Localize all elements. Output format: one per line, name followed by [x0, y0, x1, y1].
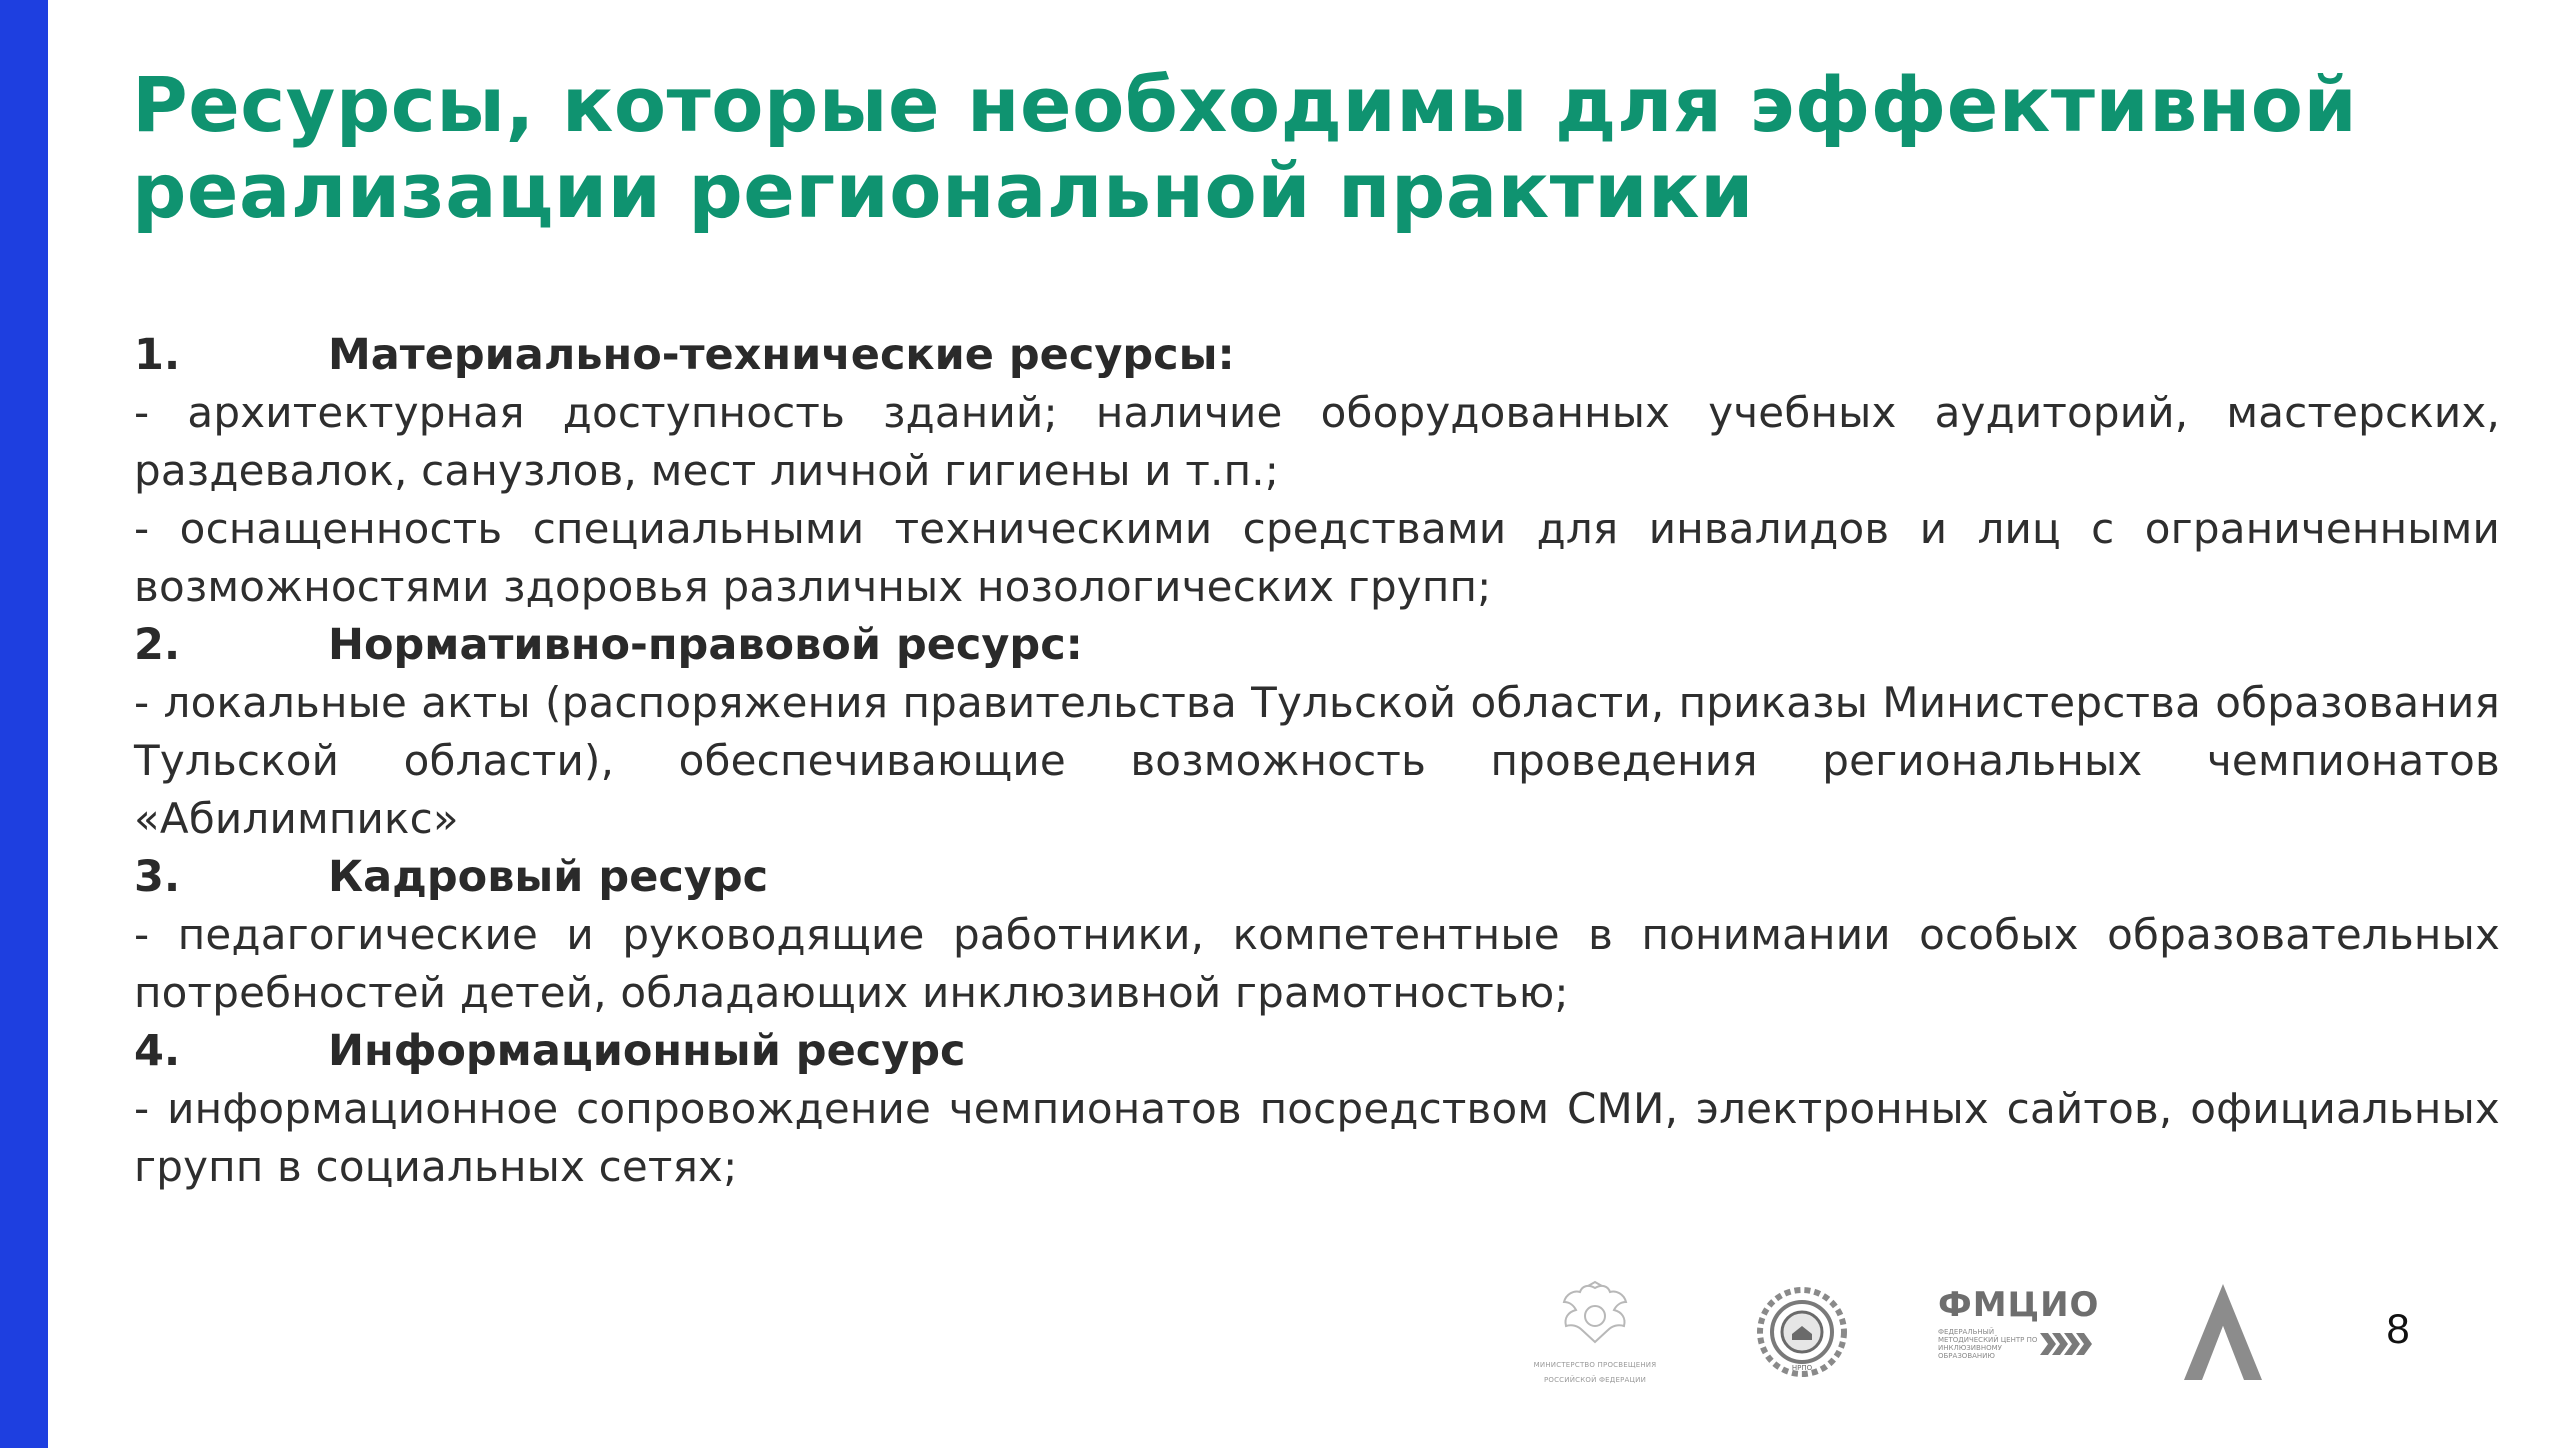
fmcio-logo — [1938, 1286, 2118, 1382]
section-title: Материально-технические ресурсы: — [328, 330, 1235, 380]
section-paragraph: - оснащенность специальными техническими средствами для инвалидов и лиц с ограниченными возможностями здоровья различных нозологических групп; — [134, 504, 2500, 611]
ministry-emblem-logo — [1520, 1280, 1670, 1390]
section-number: 1. — [134, 330, 181, 380]
ministry-caption-line-1: МИНИСТЕРСТВО ПРОСВЕЩЕНИЯ — [1533, 1361, 1657, 1369]
resources-list — [134, 326, 2500, 1196]
wheel-caption: НРПО — [1791, 1364, 1813, 1372]
nrpo-wheel-logo — [1756, 1286, 1848, 1378]
ministry-caption-line-2: РОССИЙСКОЙ ФЕДЕРАЦИИ — [1543, 1376, 1647, 1384]
fmcio-name: ФМЦИО — [1938, 1285, 2100, 1325]
page-number: 8 — [2386, 1305, 2410, 1352]
accent-bar — [0, 0, 48, 1448]
title-line-1: Ресурсы, которые необходимы для эффективной — [132, 60, 2358, 149]
section-title: Кадровый ресурс — [328, 852, 769, 902]
slide-title — [132, 62, 2512, 234]
section-paragraph: - педагогические и руководящие работники, компетентные в понимании особых образовательных потребностей детей, обладающих инклюзивной грамотностью; — [134, 910, 2500, 1017]
letter-a-icon — [2180, 1280, 2266, 1384]
section-number: 3. — [134, 852, 181, 902]
section-title: Нормативно-правовой ресурс: — [328, 620, 1083, 670]
section-paragraph: - локальные акты (распоряжения правительства Тульской области, приказы Министерства образования Тульской области), обеспечивающие возможность проведения региональных чемпионатов «Абилимпикс» — [134, 678, 2500, 843]
title-line-2: реализации региональной практики — [132, 146, 1754, 235]
partner-logos — [1520, 1280, 2220, 1390]
abilympics-a-logo — [2180, 1280, 2266, 1384]
section-heading — [134, 848, 2500, 906]
section-number: 4. — [134, 1026, 181, 1076]
section-number: 2. — [134, 620, 181, 670]
eagle-emblem-icon — [1550, 1280, 1640, 1350]
section-heading — [134, 1022, 2500, 1080]
section-title: Информационный ресурс — [328, 1026, 966, 1076]
chevrons-icon — [2038, 1331, 2094, 1357]
fmcio-subtitle: ФЕДЕРАЛЬНЫЙ МЕТОДИЧЕСКИЙ ЦЕНТР ПО ИНКЛЮЗИВНОМУ ОБРАЗОВАНИЮ — [1938, 1328, 2038, 1360]
section-paragraph: - архитектурная доступность зданий; наличие оборудованных учебных аудиторий, мастерских, раздевалок, санузлов, мест личной гигиены и т.п.; — [134, 388, 2500, 495]
gear-wreath-icon — [1756, 1286, 1848, 1378]
section-heading — [134, 616, 2500, 674]
section-heading — [134, 326, 2500, 384]
section-paragraph: - информационное сопровождение чемпионатов посредством СМИ, электронных сайтов, официальных групп в социальных сетях; — [134, 1084, 2500, 1191]
